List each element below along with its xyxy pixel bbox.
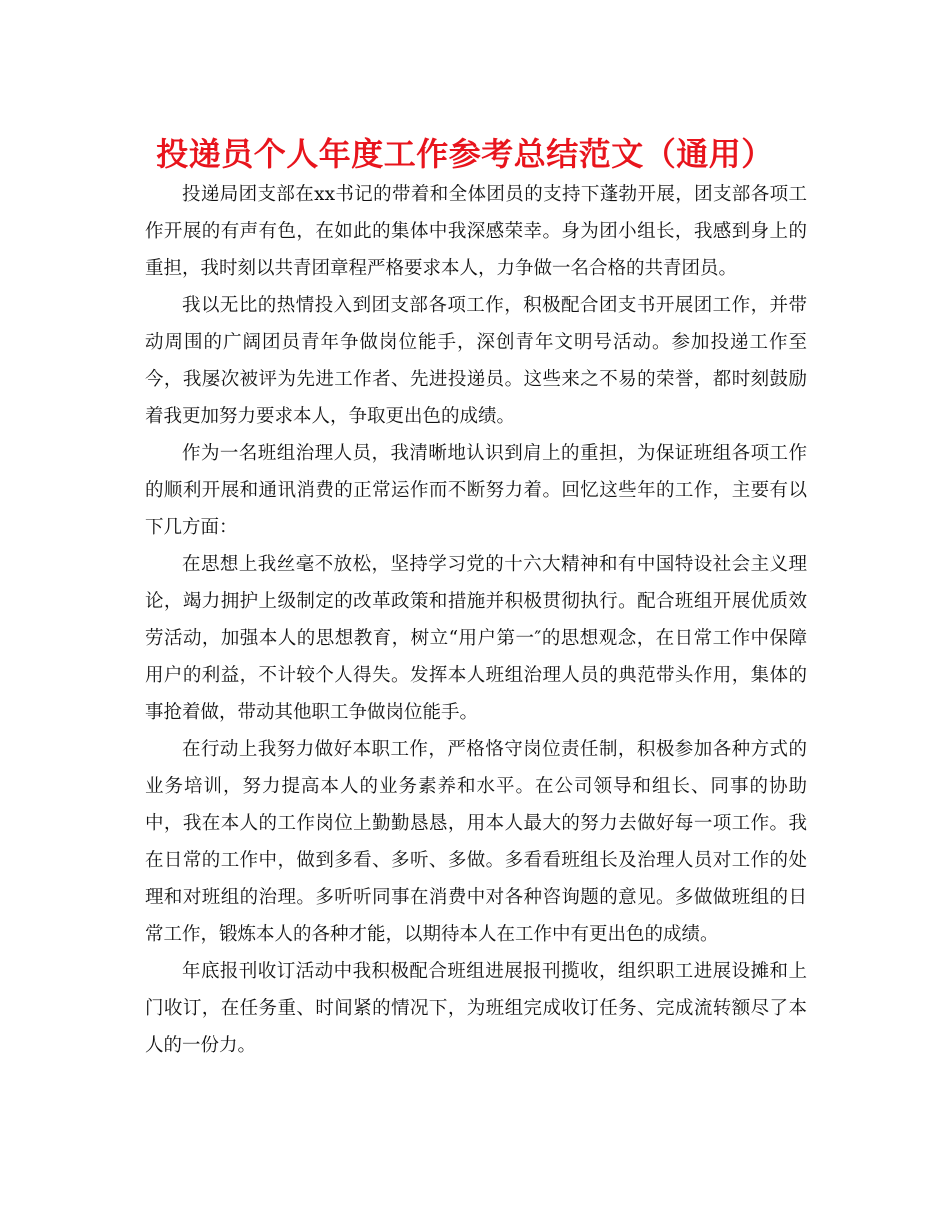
paragraph: 在行动上我努力做好本职工作，严格恪守岗位责任制，积极参加各种方式的业务培训，努力提高本人的业务素养和水平。在公司领导和组长、同事的协助中，我在本人的工作岗位上勤勤恳恳，用本人最大的努力去做好每一项工作。我在日常的工作中，做到多看、多听、多做。多看看班组长及治理人员对工作的处理和对班组的治理。多听听同事在消费中对各种咨询题的意见。多做做班组的日常工作，锻炼本人的各种才能，以期待本人在工作中有更出色的成绩。 [145,739,807,945]
paragraph: 年底报刊收订活动中我积极配合班组进展报刊揽收，组织职工进展设摊和上门收订，在任务重、时间紧的情况下，为班组完成收订任务、完成流转额尽了本人的一份力。 [145,961,807,1056]
document-title: 投递员个人年度工作参考总结范文（通用） [156,135,774,173]
paragraph: 作为一名班组治理人员，我清晰地认识到肩上的重担，为保证班组各项工作的顺利开展和通讯消费的正常运作而不断努力着。回忆这些年的工作，主要有以下几方面： [145,443,807,538]
paragraph: 我以无比的热情投入到团支部各项工作，积极配合团支书开展团工作，并带动周围的广阔团员青年争做岗位能手，深创青年文明号活动。参加投递工作至今，我屡次被评为先进工作者、先进投递员。这些来之不易的荣誉，都时刻鼓励着我更加努力要求本人，争取更出色的成绩。 [145,295,807,427]
paragraph: 在思想上我丝毫不放松，坚持学习党的十六大精神和有中国特设社会主义理论，竭力拥护上级制定的改革政策和措施并积极贯彻执行。配合班组开展优质效劳活动，加强本人的思想教育，树立“用户第一″的思想观念，在日常工作中保障用户的利益，不计较个人得失。发挥本人班组治理人员的典范带头作用，集体的事抢着做，带动其他职工争做岗位能手。 [145,554,807,723]
paragraph: 投递局团支部在xx书记的带着和全体团员的支持下蓬勃开展，团支部各项工作开展的有声有色，在如此的集体中我深感荣幸。身为团小组长，我感到身上的重担，我时刻以共青团章程严格要求本人，力争做一名合格的共青团员。 [145,184,807,279]
document-body [145,176,807,1064]
